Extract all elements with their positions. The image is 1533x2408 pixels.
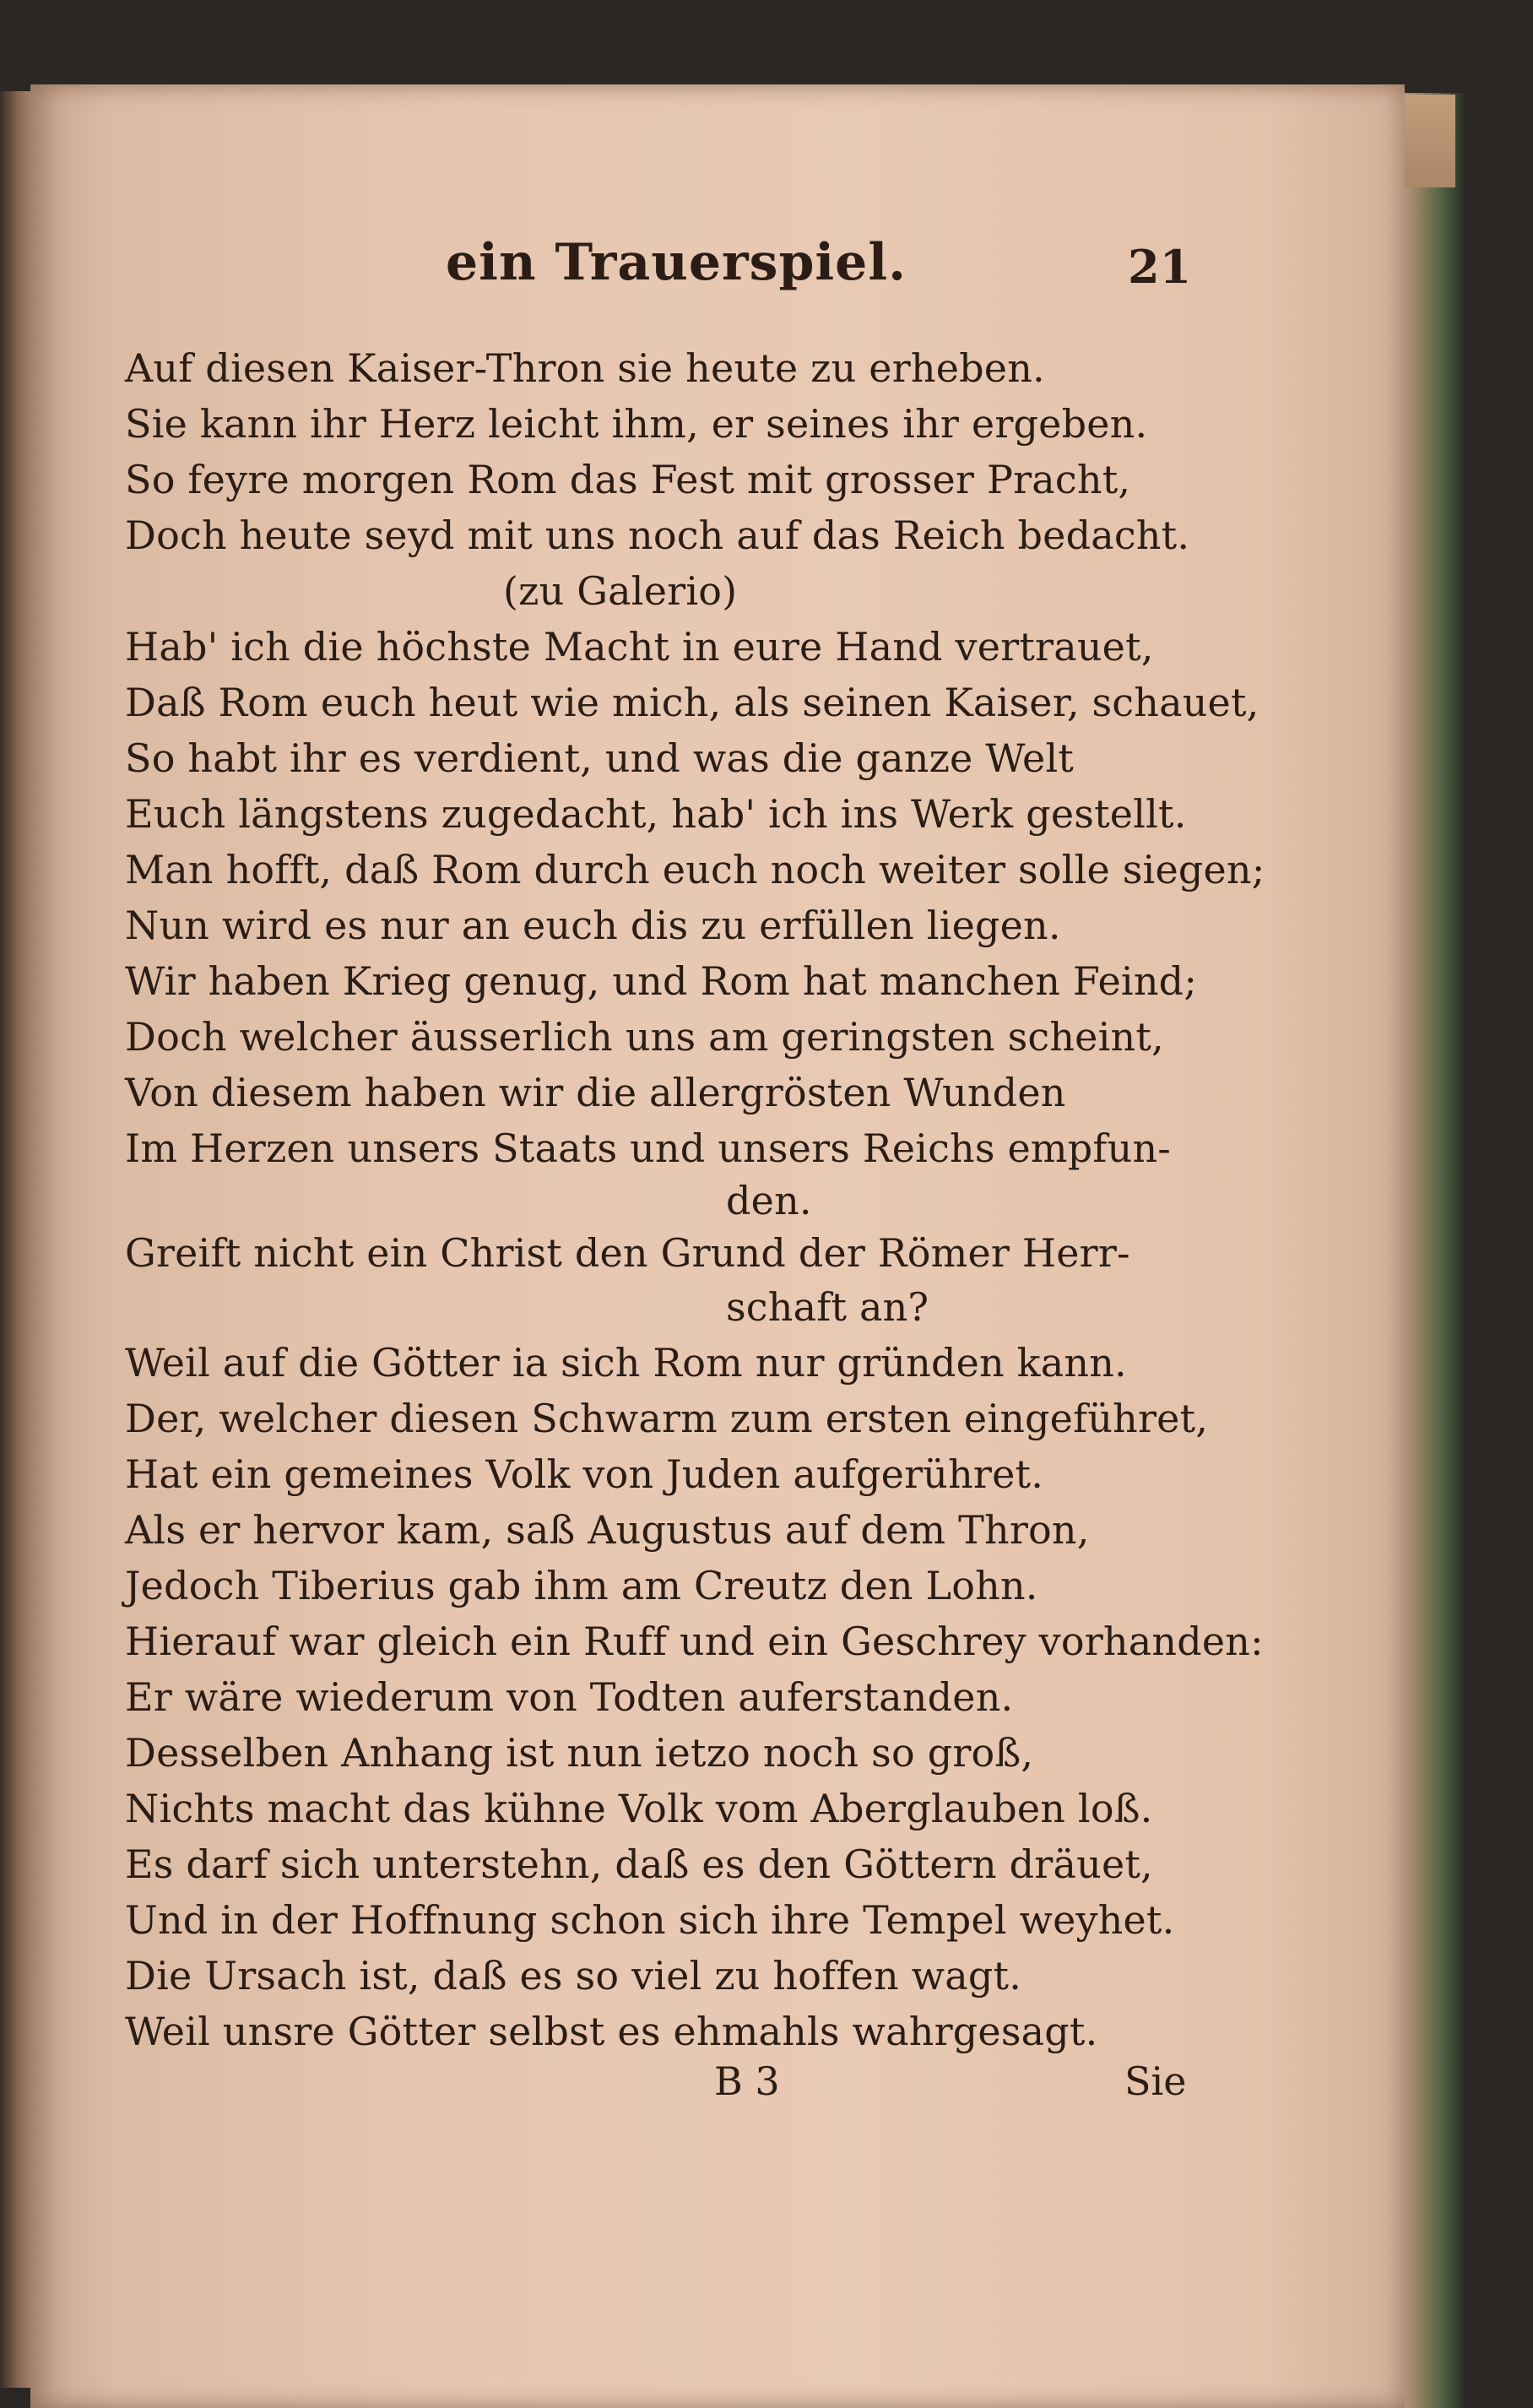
verse-line: Doch heute seyd mit uns noch auf das Reich bedacht. [125,513,1190,558]
verse-line: Die Ursach ist, daß es so viel zu hoffen wagt. [125,1953,1022,1999]
page-number: 21 [1128,240,1192,294]
verse-line: Von diesem haben wir die allergrösten Wunden [125,1070,1066,1115]
verse-line-continuation: schaft an? [726,1284,929,1330]
verse-line: Im Herzen unsers Staats und unsers Reichs empfun- [125,1125,1172,1171]
verse-line: Desselben Anhang ist nun ietzo noch so groß, [125,1730,1034,1776]
verse-line: Jedoch Tiberius gab ihm am Creutz den Lohn. [125,1563,1038,1608]
verse-line: Hat ein gemeines Volk von Juden aufgerühret. [125,1451,1044,1497]
verse-line: Weil auf die Götter ia sich Rom nur gründen kann. [125,1340,1127,1386]
verse-line: Es darf sich unterstehn, daß es den Göttern dräuet, [125,1841,1153,1887]
verse-line: Als er hervor kam, saß Augustus auf dem Thron, [125,1507,1090,1553]
verse-line: Und in der Hoffnung schon sich ihre Tempel weyhet. [125,1897,1175,1943]
running-title: ein Trauerspiel. [446,233,907,292]
verse-line: Nichts macht das kühne Volk vom Aberglauben loß. [125,1786,1153,1831]
signature-mark: B 3 [714,2058,780,2104]
catchword: Sie [1124,2058,1187,2104]
verse-line: Sie kann ihr Herz leicht ihm, er seines ihr ergeben. [125,401,1148,447]
stage-direction: (zu Galerio) [503,568,738,614]
verse-line: Nun wird es nur an euch dis zu erfüllen liegen. [125,903,1061,948]
verse-line: Der, welcher diesen Schwarm zum ersten eingeführet, [125,1396,1209,1441]
verse-line: Wir haben Krieg genug, und Rom hat manchen Feind; [125,958,1198,1004]
verse-line: Man hofft, daß Rom durch euch noch weiter solle siegen; [125,847,1265,892]
verse-line: Euch längstens zugedacht, hab' ich ins Werk gestellt. [125,791,1187,837]
verse-line: So feyre morgen Rom das Fest mit grosser Pracht, [125,457,1131,502]
verse-line: Doch welcher äusserlich uns am geringsten scheint, [125,1014,1164,1060]
verse-line: Auf diesen Kaiser-Thron sie heute zu erheben. [125,345,1045,391]
verse-line: Greift nicht ein Christ den Grund der Römer Herr- [125,1230,1130,1276]
verse-line-continuation: den. [726,1178,812,1223]
verse-line: Weil unsre Götter selbst es ehmahls wahrgesagt. [125,2009,1098,2054]
verse-line: So habt ihr es verdient, und was die ganze Welt [125,735,1075,781]
verse-line: Hab' ich die höchste Macht in eure Hand vertrauet, [125,624,1154,670]
verse-line: Er wäre wiederum von Todten auferstanden. [125,1674,1014,1720]
verse-line: Hierauf war gleich ein Ruff und ein Geschrey vorhanden: [125,1619,1264,1664]
verse-line: Daß Rom euch heut wie mich, als seinen Kaiser, schauet, [125,680,1259,725]
